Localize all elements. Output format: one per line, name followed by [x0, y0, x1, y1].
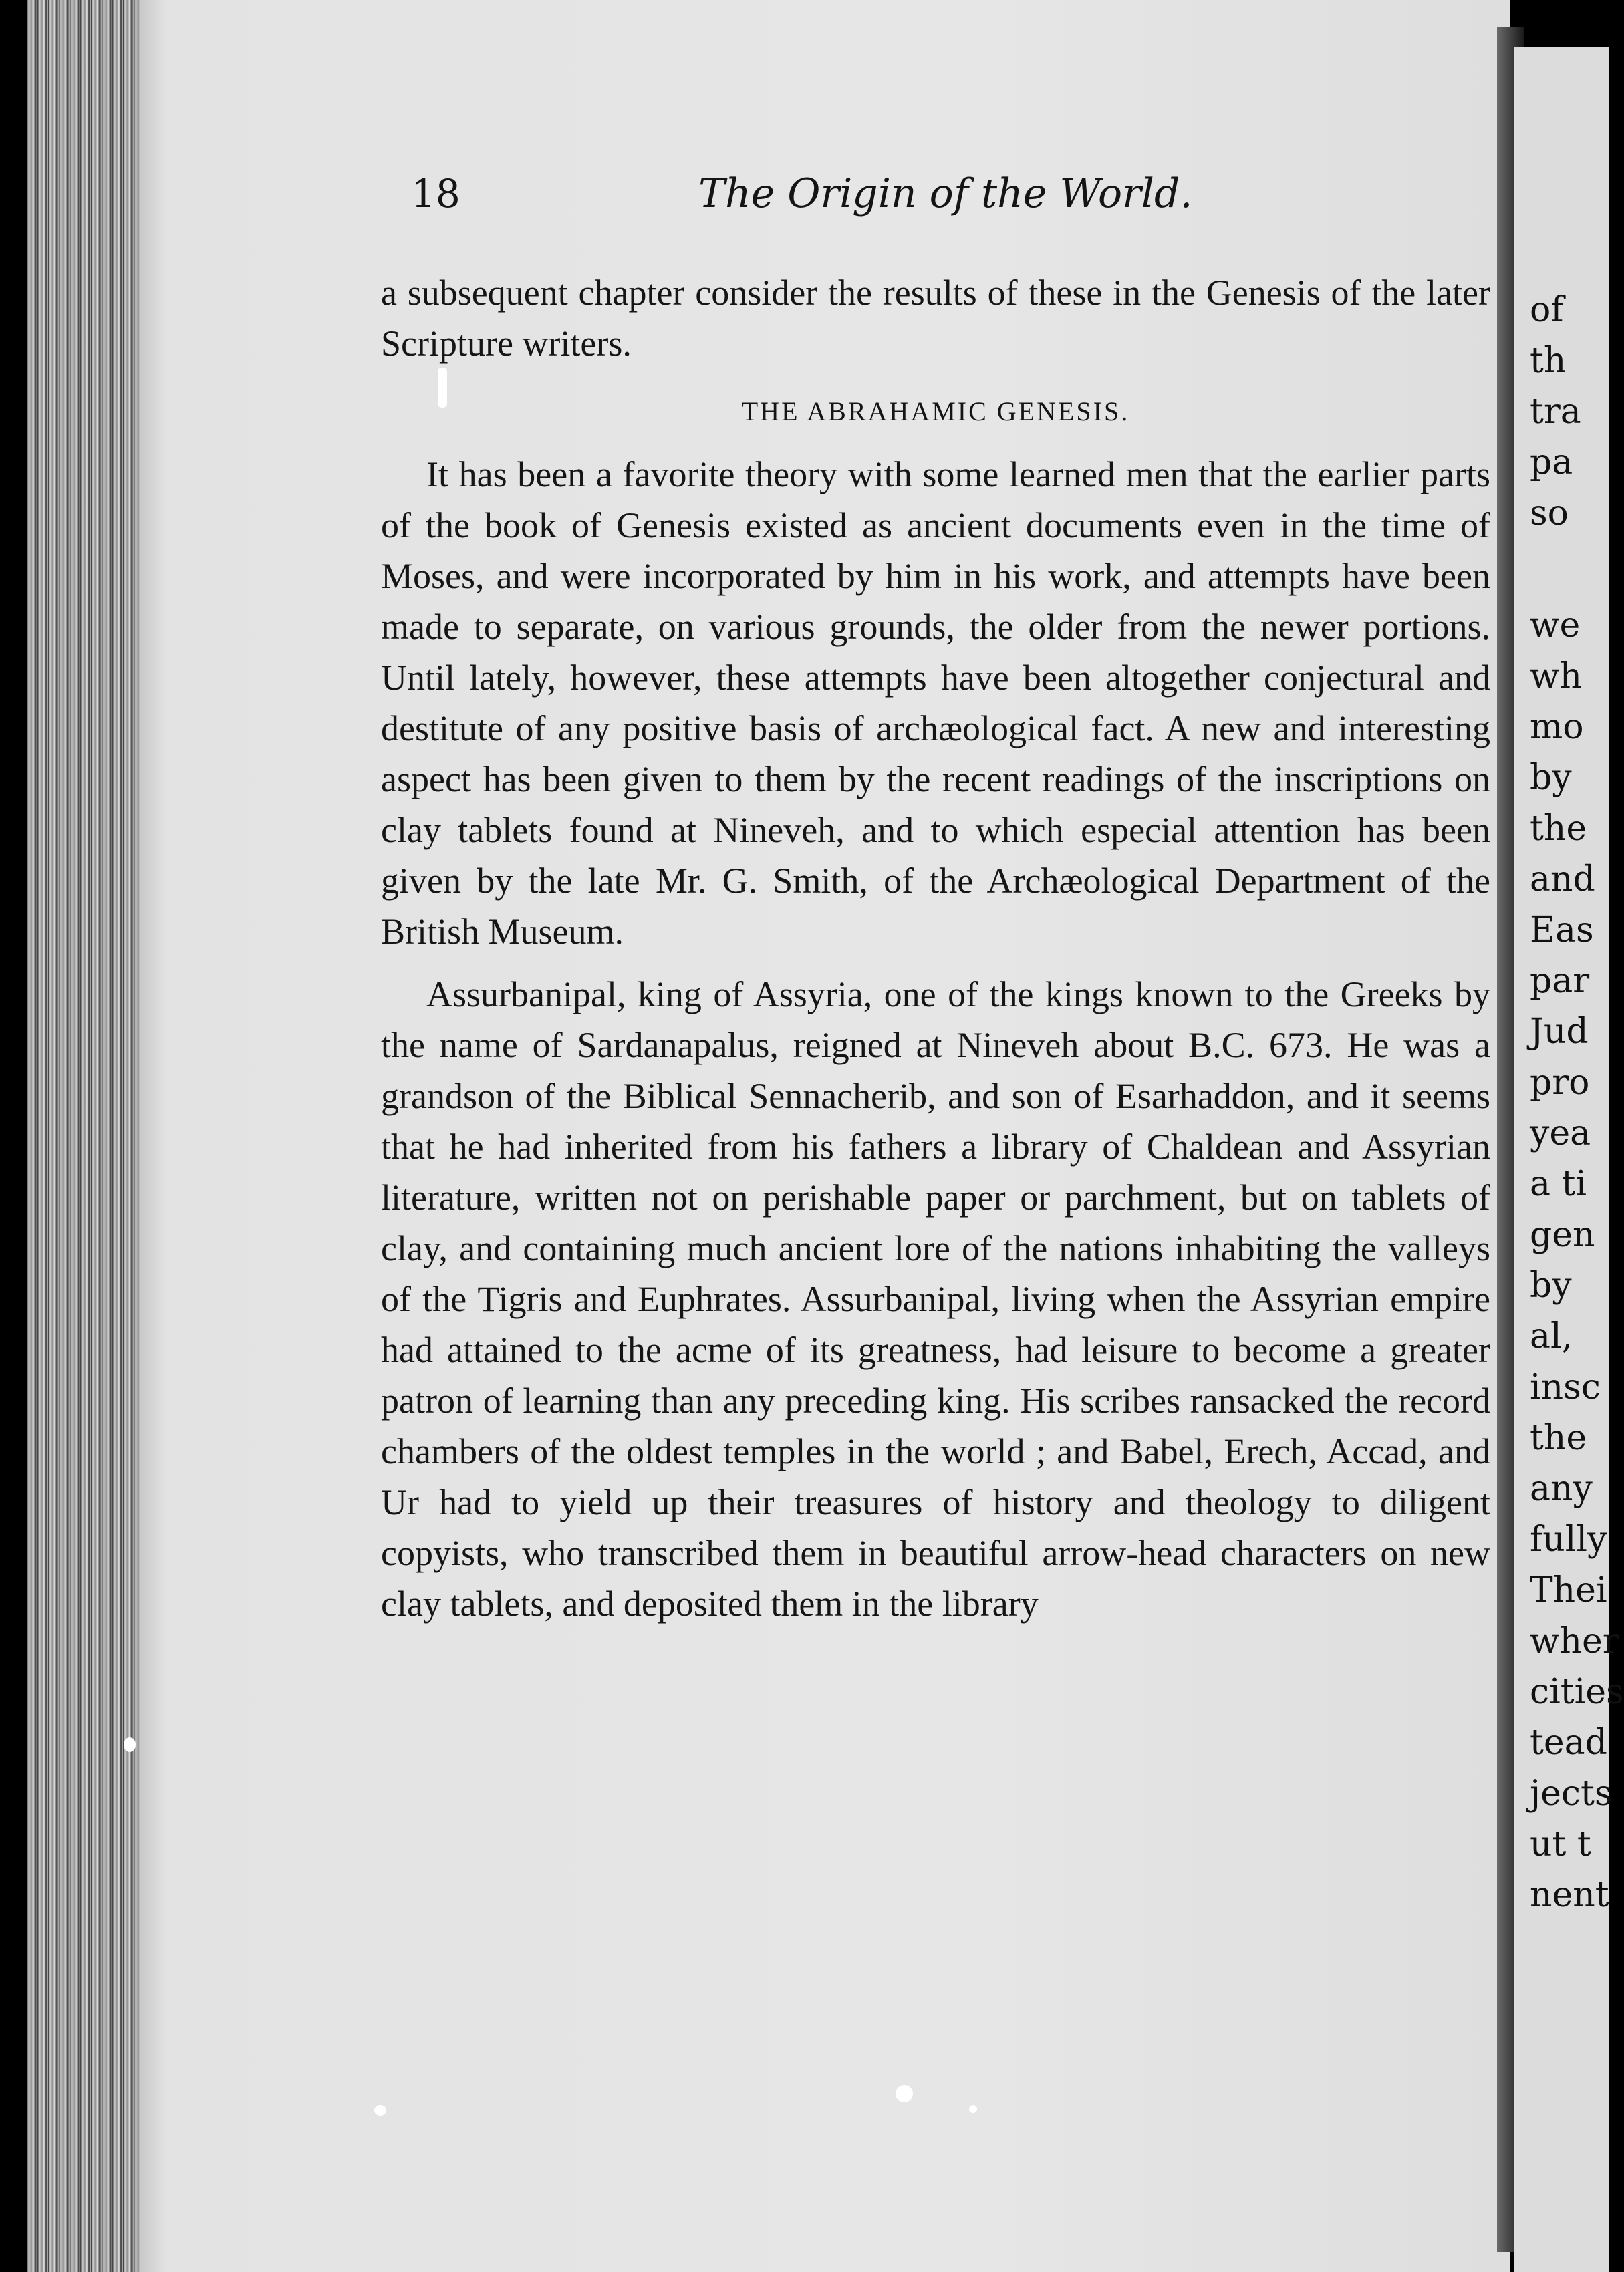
facing-fragment: a ti	[1530, 1164, 1587, 1204]
paragraph-gap	[381, 957, 1490, 969]
facing-fragment: gen	[1530, 1215, 1595, 1255]
facing-fragment: nent	[1530, 1875, 1609, 1915]
facing-fragment: Jud	[1530, 1012, 1589, 1052]
facing-fragment: we	[1530, 605, 1581, 646]
facing-fragment: by	[1530, 1266, 1572, 1306]
facing-fragment: Eas	[1530, 910, 1594, 950]
facing-page-edge	[1514, 47, 1624, 2272]
paragraph: Assurbanipal, king of Assyria, one of the kings known to the Greeks by the name of Sardanapalus, reigned at Nineveh about B.C. 673. He was a grandson of the Biblical Sennacherib, and son of Esarhaddon, and it seems that he had inherited from his fathers a library of Chaldean and Assyrian literature, written not on perishable paper or parchment, but on tablets of clay, and containing much ancient lore of the nations inhabiting the valleys of the Tigris and Euphrates. Assurbanipal, living when the Assyrian empire had attained to the acme of its greatness, had leisure to become a greater patron of learning than any preceding king. His scribes ransacked the record chambers of the oldest temples in the world ; and Babel, Erech, Accad, and Ur had to yield up their treasures of history and theology to diligent copyists, who transcribed them in beautiful arrow-head characters on new clay tablets, and deposited them in the library	[381, 974, 1490, 1624]
facing-fragment: by	[1530, 758, 1572, 798]
facing-fragment: cities	[1530, 1672, 1624, 1712]
facing-fragment: fully	[1530, 1520, 1607, 1560]
facing-fragment: al,	[1530, 1316, 1573, 1357]
page-number: 18	[411, 171, 460, 217]
facing-fragment: so	[1530, 493, 1569, 533]
facing-fragment: ut t	[1530, 1824, 1591, 1864]
facing-fragment: insc	[1530, 1367, 1601, 1407]
facing-fragment: wh	[1530, 656, 1582, 696]
facing-fragment: tead	[1530, 1723, 1607, 1763]
continuation-paragraph: a subsequent chapter consider the results of these in the Genesis of the later Scripture writers.	[381, 273, 1490, 364]
facing-fragment: Thei	[1530, 1570, 1607, 1610]
scan-speck	[124, 1737, 136, 1752]
scan-speck	[438, 368, 447, 408]
facing-fragment: and	[1530, 859, 1595, 899]
facing-fragment: pro	[1530, 1062, 1590, 1103]
facing-fragment: the	[1530, 1418, 1587, 1458]
running-head	[411, 170, 1487, 224]
facing-fragment: mo	[1530, 707, 1584, 747]
facing-fragment: tra	[1530, 392, 1581, 432]
body-text	[381, 267, 1490, 1629]
facing-fragment: the	[1530, 809, 1587, 849]
facing-fragment: wher	[1530, 1621, 1619, 1661]
scan-speck	[374, 2105, 386, 2116]
facing-fragment: jects	[1530, 1773, 1613, 1814]
scan-speck	[969, 2105, 977, 2113]
running-title: The Origin of the World.	[698, 170, 1193, 217]
facing-fragment: yea	[1530, 1113, 1591, 1153]
paragraph: It has been a favorite theory with some learned men that the earlier parts of the book of Genesis existed as ancient documents even in the time of Moses, and were incorporated by him in his work, and attempts have been made to separate, on various grounds, the older from the newer portions. Until lately, however, these attempts have been altogether conjectural and destitute of any positive basis of archæological fact. A new and interesting aspect has been given to them by the recent readings of the inscriptions on clay tablets found at Nineveh, and to which especial attention has been given by the late Mr. G. Smith, of the Archæological Department of the British Museum.	[381, 454, 1490, 952]
section-heading: THE ABRAHAMIC GENESIS.	[741, 396, 1130, 426]
facing-fragment: of	[1530, 290, 1564, 330]
facing-fragment: pa	[1530, 442, 1573, 482]
facing-fragment: par	[1530, 961, 1590, 1001]
scan-speck	[896, 2085, 913, 2102]
facing-fragment: th	[1530, 341, 1567, 381]
facing-fragment: any	[1530, 1469, 1593, 1509]
